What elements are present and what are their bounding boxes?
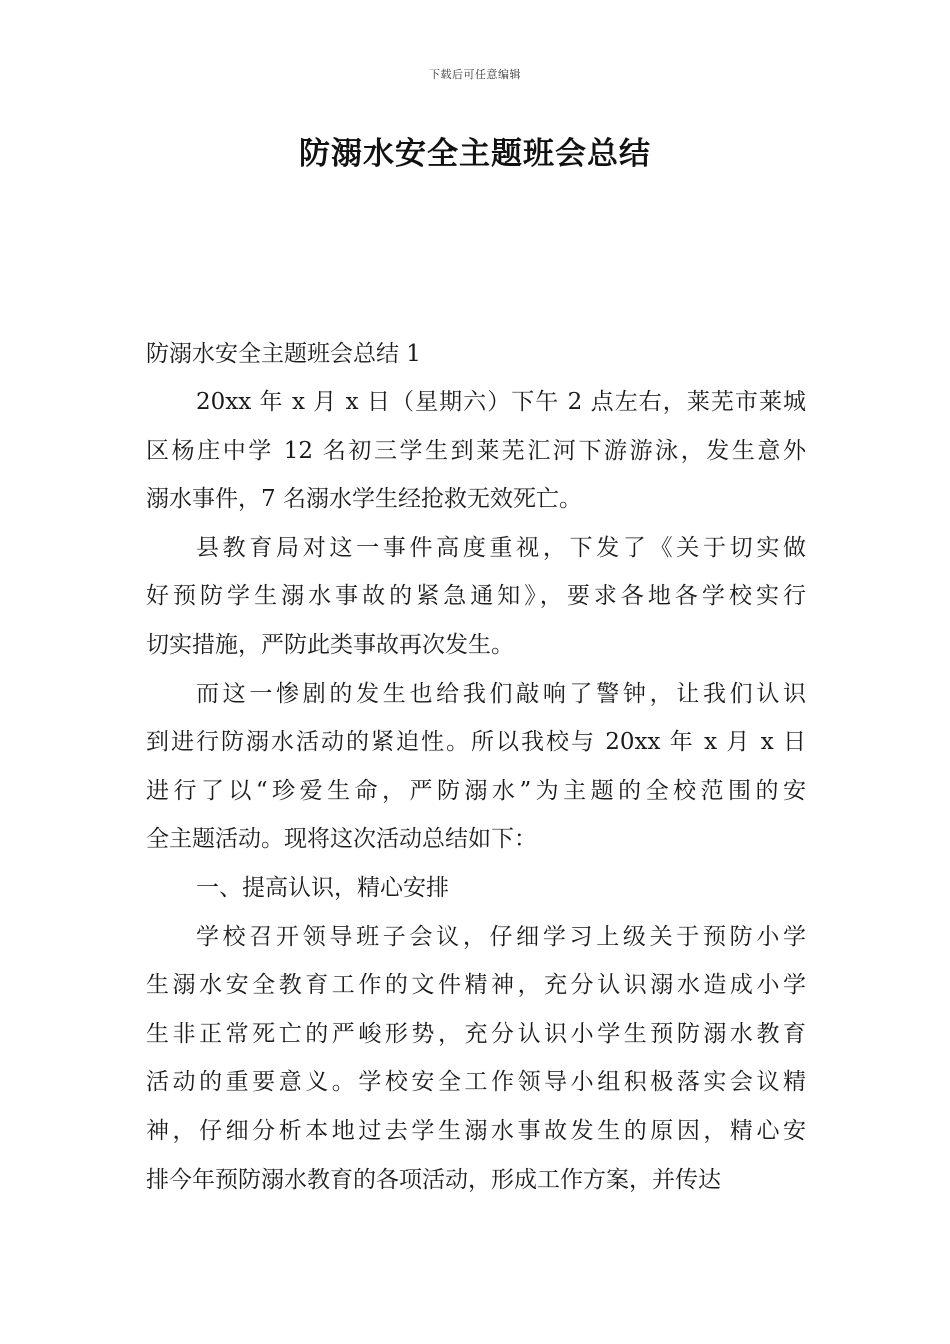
paragraph-line: 20xx 年 x 月 x 日（星期六）下午 2 点左右，莱芜市莱城 [196, 389, 806, 415]
paragraph-line: 切实措施，严防此类事故再次发生。 [146, 631, 514, 658]
paragraph-list [146, 378, 806, 1204]
paragraph-line: 区杨庄中学 12 名初三学生到莱芜汇河下游游泳，发生意外 [146, 437, 806, 464]
paragraph-line: 活动的重要意义。学校安全工作领导小组积极落实会议精 [146, 1069, 806, 1096]
paragraph [146, 378, 806, 524]
paragraph-line: 排今年预防溺水教育的各项活动，形成工作方案，并传达 [146, 1166, 721, 1193]
paragraph-line: 学校召开领导班子会议，仔细学习上级关于预防小学 [196, 923, 806, 950]
document-title: 防溺水安全主题班会总结 [299, 136, 651, 172]
section-title: 防溺水安全主题班会总结 1 [146, 341, 421, 367]
paragraph-line: 进行了以“珍爱生命，严防溺水”为主题的全校范围的安 [146, 777, 806, 804]
paragraph [146, 524, 806, 670]
paragraph [146, 670, 806, 864]
paragraph-line: 生溺水安全教育工作的文件精神，充分认识溺水造成小学 [146, 972, 806, 999]
paragraph [146, 864, 806, 913]
paragraph-line: 全主题活动。现将这次活动总结如下： [146, 826, 537, 853]
paragraph-line: 县教育局对这一事件高度重视，下发了《关于切实做 [196, 534, 806, 561]
paragraph-line: 一、提高认识，精心安排 [196, 874, 449, 901]
paragraph-line: 好预防学生溺水事故的紧急通知》，要求各地各学校实行 [146, 583, 806, 610]
paragraph [146, 913, 806, 1205]
paragraph-line: 神，仔细分析本地过去学生溺水事故发生的原因，精心安 [146, 1117, 806, 1144]
paragraph-line: 而这一惨剧的发生也给我们敲响了警钟，让我们认识 [196, 680, 806, 707]
document-body [146, 330, 806, 1204]
paragraph-line: 到进行防溺水活动的紧迫性。所以我校与 20xx 年 x 月 x 日 [146, 729, 806, 756]
header-note: 下载后可任意编辑 [429, 68, 521, 81]
paragraph-line: 生非正常死亡的严峻形势，充分认识小学生预防溺水教育 [146, 1020, 806, 1047]
paragraph-line: 溺水事件，7 名溺水学生经抢救无效死亡。 [146, 486, 582, 513]
